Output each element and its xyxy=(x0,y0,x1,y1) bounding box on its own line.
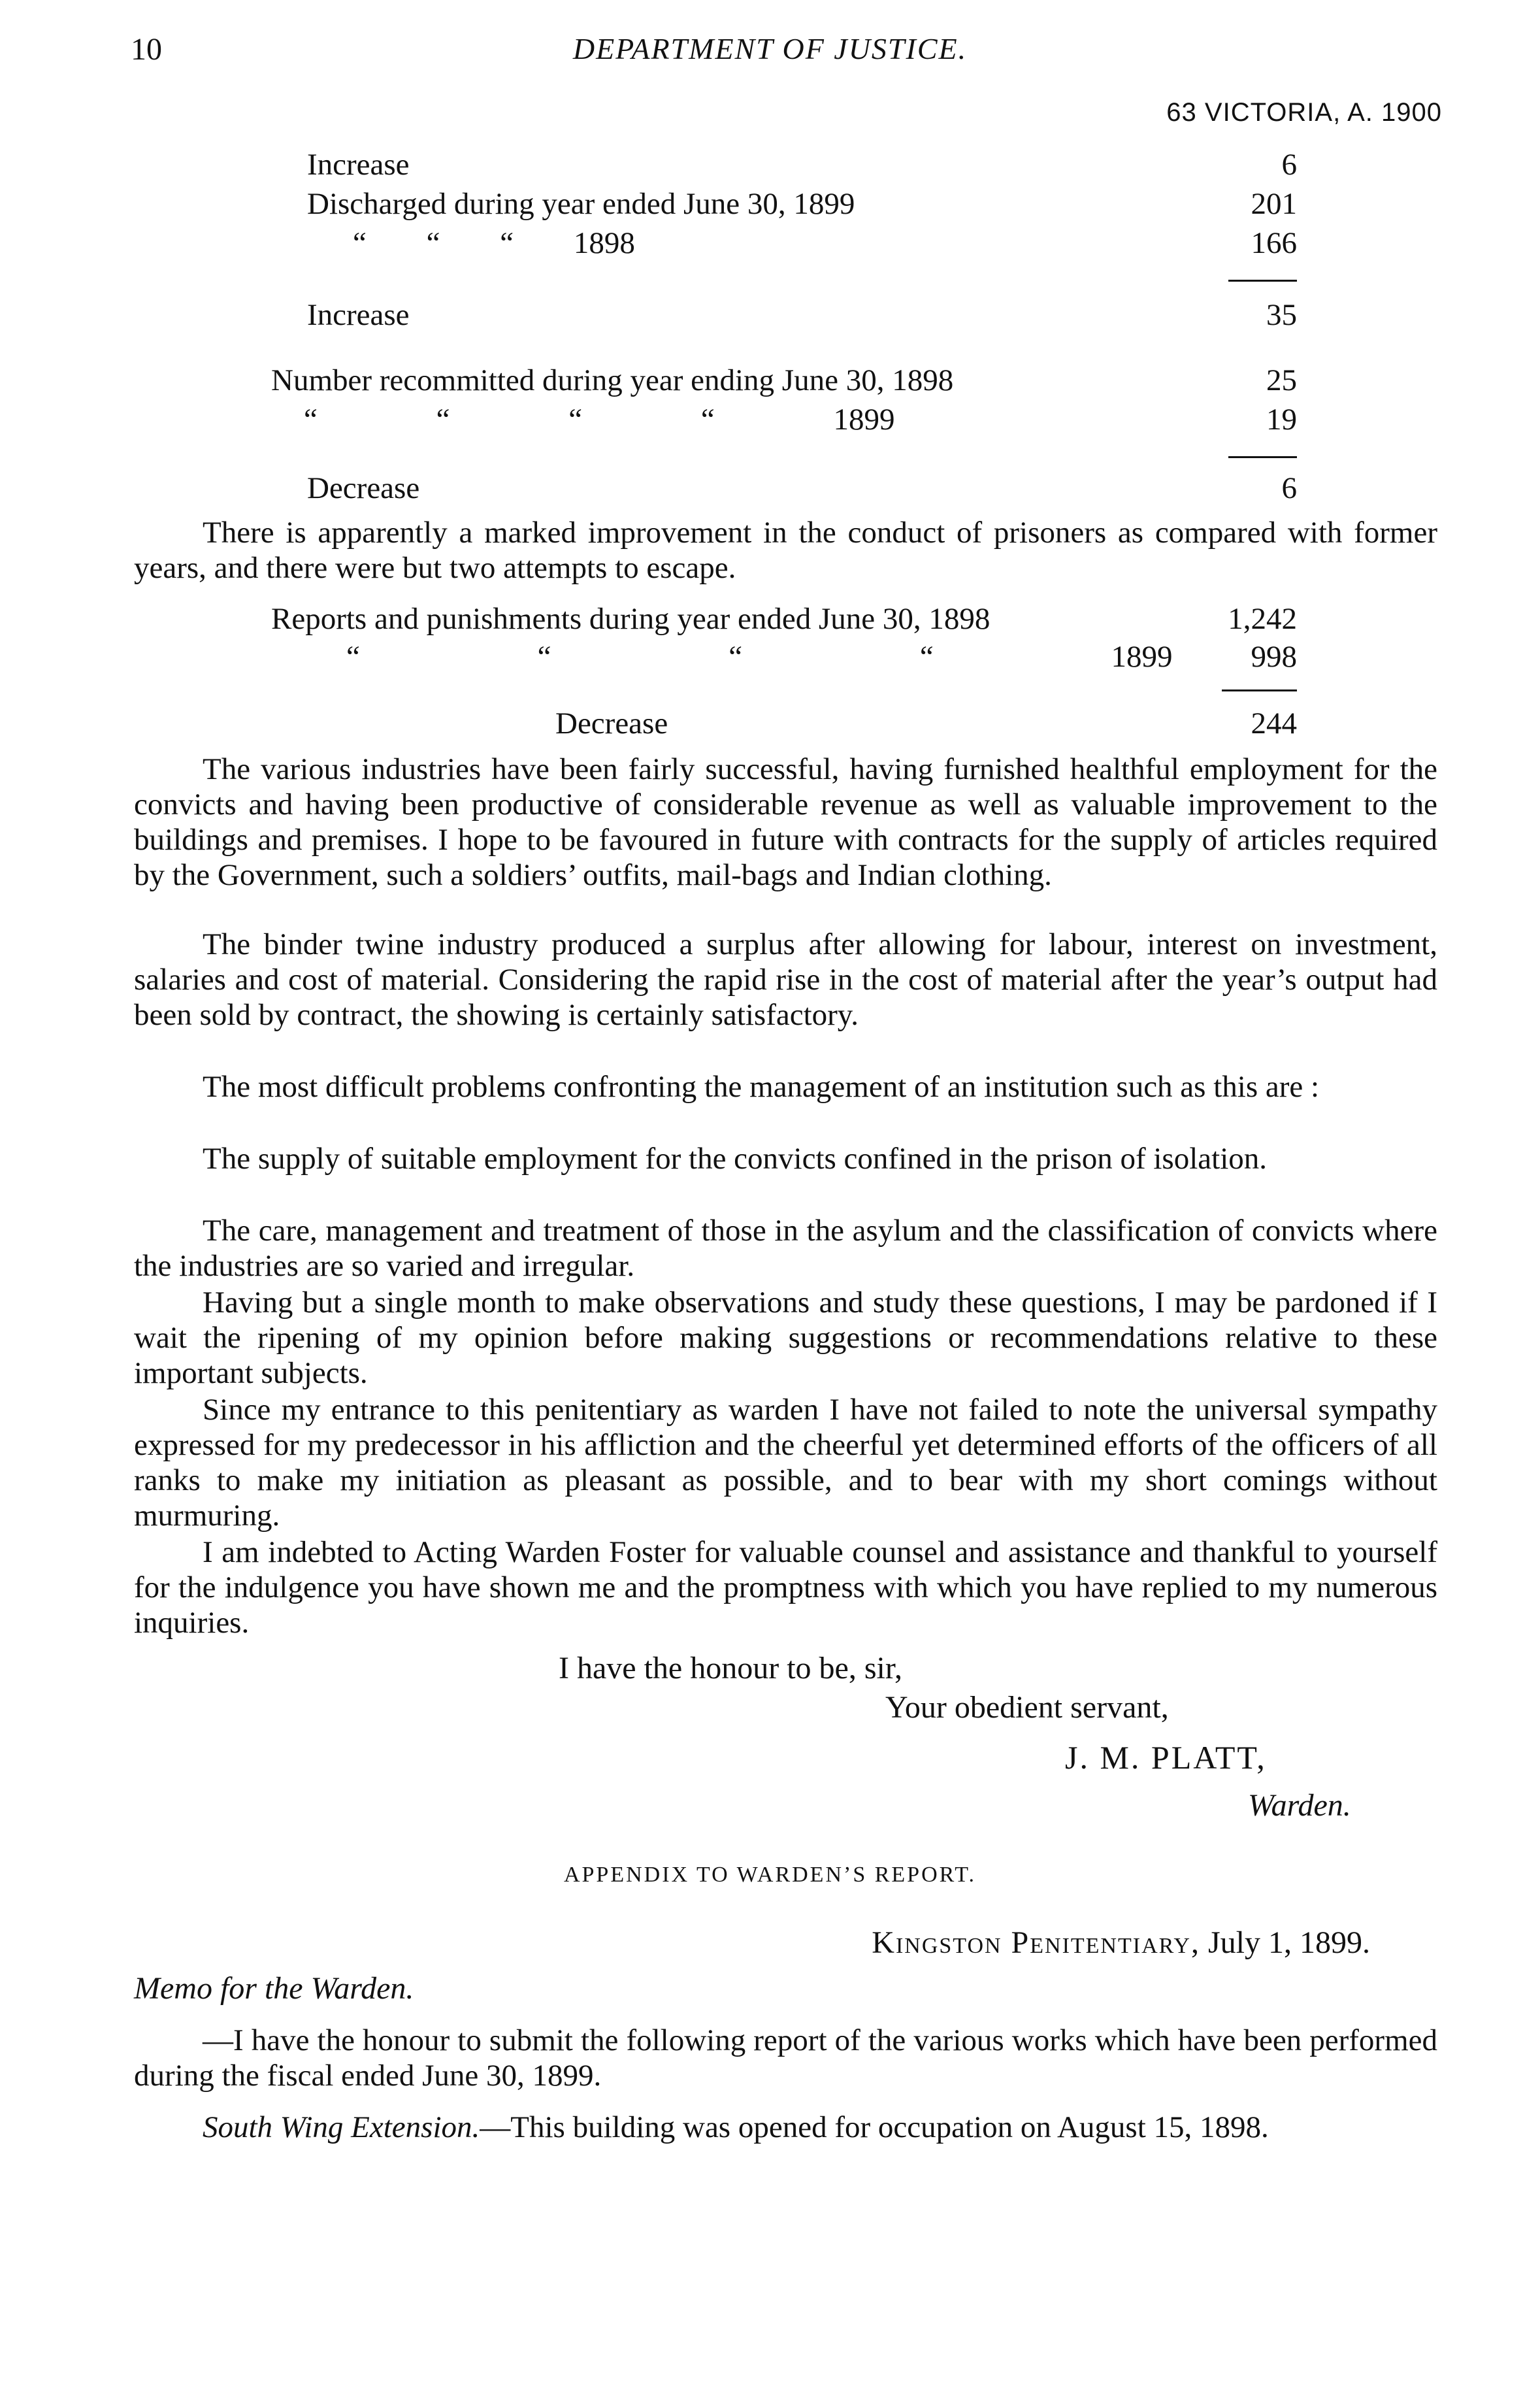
stat-label: Decrease xyxy=(307,471,420,505)
stat-value: 201 xyxy=(1251,187,1297,221)
memo-address: Memo for the Warden. xyxy=(134,1971,414,2006)
page-number: 10 xyxy=(131,32,162,67)
reports-value: 1,242 xyxy=(1228,602,1297,636)
sum-rule xyxy=(1222,689,1297,691)
dateline xyxy=(872,1925,1370,1961)
paragraph-industries: The various industries have been fairly successful, having furnished healthful employment for the convicts and having been productive of considerable revenue as well as valuable improvement to the buildings and premises. I hope to be favoured in future with contracts for the supply of articles required by the Government, such a soldiers’ outfits, mail-bags and Indian clothing. xyxy=(134,752,1437,892)
stat-label: Number recommitted during year ending June 30, 1898 xyxy=(271,363,954,397)
stat-value: 166 xyxy=(1251,226,1297,260)
appendix-heading: APPENDIX TO WARDEN’S REPORT. xyxy=(563,1863,977,1887)
closing-servant: Your obedient servant, xyxy=(885,1690,1169,1725)
paragraph-indebted: I am indebted to Acting Warden Foster for valuable counsel and assistance and thankful to yourself for the indulgence you have shown me and the promptness with which you have replied to my numerous inquiries. xyxy=(134,1535,1437,1640)
paragraph-care: The care, management and treatment of those in the asylum and the classification of convicts where the industries are so varied and irregular. xyxy=(134,1214,1437,1283)
reports-value: 244 xyxy=(1251,706,1297,740)
session-label: 63 VICTORIA, A. 1900 xyxy=(1166,98,1442,127)
reports-label: Decrease xyxy=(555,706,668,740)
stat-label: Increase xyxy=(307,298,410,332)
stat-label: “ “ “ “ 1899 xyxy=(304,403,895,437)
reports-label: “ “ “ “ 1899 xyxy=(346,640,1173,674)
signature: J. M. PLATT, xyxy=(1065,1739,1267,1776)
paragraph-binder: The binder twine industry produced a surplus after allowing for labour, interest on investment, salaries and cost of material. Considering the rapid rise in the cost of material after the year’s output had been sold by contract, the showing is certainly satisfactory. xyxy=(134,927,1437,1032)
paragraph-appendix-intro: —I have the honour to submit the following report of the various works which have been performed during the fiscal ended June 30, 1899. xyxy=(134,2023,1437,2093)
paragraph-problems: The most difficult problems confronting the management of an institution such as this are : xyxy=(203,1070,1320,1104)
dateline-date: July 1, 1899. xyxy=(1207,1925,1370,1960)
stat-value: 6 xyxy=(1281,148,1297,182)
paragraph-sympathy: Since my entrance to this penitentiary as warden I have not failed to note the universal sympathy expressed for my predecessor in his affliction and the cheerful yet determined efforts of the officers of all ranks to make my initiation as pleasant as possible, and to bear with my short comings without murmuring. xyxy=(134,1393,1437,1533)
reports-value: 998 xyxy=(1251,640,1297,674)
paragraph-conduct: There is apparently a marked improvement in the conduct of prisoners as compared with former years, and there were but two attempts to escape. xyxy=(134,516,1437,585)
paragraph-month: Having but a single month to make observations and study these questions, I may be pardoned if I wait the ripening of my opinion before making suggestions or recommendations relative to these important subjects. xyxy=(134,1286,1437,1390)
closing-honour: I have the honour to be, sir, xyxy=(559,1651,902,1685)
stat-value: 19 xyxy=(1266,403,1297,437)
stat-value: 6 xyxy=(1281,471,1297,505)
dateline-place: Kingston Penitentiary, xyxy=(872,1925,1200,1960)
signatory-title: Warden. xyxy=(1248,1788,1351,1823)
stat-value: 35 xyxy=(1266,298,1297,332)
paragraph-supply: The supply of suitable employment for the convicts confined in the prison of isolation. xyxy=(203,1142,1268,1176)
stat-label: Discharged during year ended June 30, 1899 xyxy=(307,187,855,221)
stat-label: “ “ “ 1898 xyxy=(353,226,635,260)
paragraph-south-wing xyxy=(134,2110,1437,2145)
south-wing-text: —This building was opened for occupation on August 15, 1898. xyxy=(480,2110,1269,2144)
sum-rule xyxy=(1228,280,1297,282)
stat-label: Increase xyxy=(307,148,410,182)
running-head: DEPARTMENT OF JUSTICE. xyxy=(572,32,968,65)
sum-rule xyxy=(1228,456,1297,458)
section-title-south-wing: South Wing Extension. xyxy=(203,2110,480,2144)
stat-value: 25 xyxy=(1266,363,1297,397)
reports-label: Reports and punishments during year ended June 30, 1898 xyxy=(271,602,991,636)
